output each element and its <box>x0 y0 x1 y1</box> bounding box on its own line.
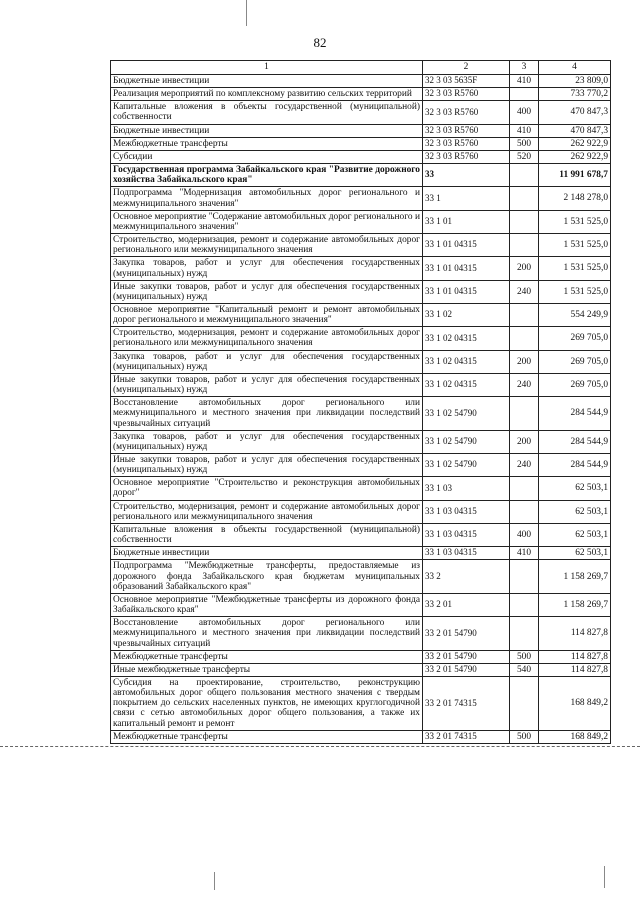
row-code: 32 3 03 5635F <box>423 75 510 88</box>
row-name: Межбюджетные трансферты <box>111 650 423 663</box>
row-expense-type <box>510 560 539 593</box>
row-code: 33 1 02 04315 <box>423 373 510 396</box>
row-name: Капитальные вложения в объекты государственной (муниципальной) собственности <box>111 523 423 546</box>
row-expense-type: 400 <box>510 101 539 124</box>
row-name: Закупка товаров, работ и услуг для обеспечения государственных (муниципальных) нужд <box>111 430 423 453</box>
row-amount: 470 847,3 <box>539 124 611 137</box>
table-row <box>111 101 611 124</box>
row-name: Иные закупки товаров, работ и услуг для обеспечения государственных (муниципальных) нужд <box>111 454 423 477</box>
row-name: Подпрограмма "Межбюджетные трансферты, предоставляемые из дорожного фонда Забайкальского края бюджетам муниципальных образований Забайкальского края" <box>111 560 423 593</box>
row-code: 33 1 03 04315 <box>423 523 510 546</box>
row-expense-type: 200 <box>510 430 539 453</box>
row-expense-type <box>510 676 539 730</box>
row-expense-type: 240 <box>510 373 539 396</box>
row-expense-type <box>510 187 539 210</box>
row-amount: 2 148 278,0 <box>539 187 611 210</box>
table-row <box>111 477 611 500</box>
row-expense-type: 240 <box>510 454 539 477</box>
row-expense-type <box>510 593 539 616</box>
table-row <box>111 350 611 373</box>
header-col-2: 2 <box>423 61 510 75</box>
table-row <box>111 547 611 560</box>
table-row <box>111 650 611 663</box>
row-code: 32 3 03 R5760 <box>423 124 510 137</box>
row-name: Иные закупки товаров, работ и услуг для обеспечения государственных (муниципальных) нужд <box>111 280 423 303</box>
row-expense-type: 240 <box>510 280 539 303</box>
row-code: 33 2 01 54790 <box>423 617 510 650</box>
row-code: 33 1 02 54790 <box>423 397 510 430</box>
row-amount: 114 827,8 <box>539 650 611 663</box>
table-row <box>111 327 611 350</box>
row-amount: 284 544,9 <box>539 397 611 430</box>
row-expense-type: 410 <box>510 124 539 137</box>
row-code: 33 1 01 04315 <box>423 257 510 280</box>
row-amount: 470 847,3 <box>539 101 611 124</box>
row-name: Строительство, модернизация, ремонт и содержание автомобильных дорог регионального или межмуниципального значения <box>111 327 423 350</box>
row-name: Основное мероприятие "Строительство и реконструкция автомобильных дорог" <box>111 477 423 500</box>
row-code: 33 <box>423 164 510 187</box>
row-expense-type: 200 <box>510 257 539 280</box>
row-amount: 269 705,0 <box>539 373 611 396</box>
row-name: Восстановление автомобильных дорог регионального или межмуниципального и местного значения при ликвидации последствий чрезвычайных ситуаций <box>111 617 423 650</box>
row-code: 33 1 03 04315 <box>423 547 510 560</box>
row-name: Основное мероприятие "Содержание автомобильных дорог регионального и межмуниципального значения" <box>111 210 423 233</box>
row-name: Иные закупки товаров, работ и услуг для обеспечения государственных (муниципальных) нужд <box>111 373 423 396</box>
row-expense-type <box>510 303 539 326</box>
row-expense-type <box>510 477 539 500</box>
row-expense-type <box>510 88 539 101</box>
row-name: Основное мероприятие "Капитальный ремонт и ремонт автомобильных дорог регионального и межмуниципального значения" <box>111 303 423 326</box>
row-code: 33 1 02 54790 <box>423 430 510 453</box>
row-name: Капитальные вложения в объекты государственной (муниципальной) собственности <box>111 101 423 124</box>
row-amount: 23 809,0 <box>539 75 611 88</box>
row-expense-type: 200 <box>510 350 539 373</box>
table-row <box>111 430 611 453</box>
row-code: 33 1 <box>423 187 510 210</box>
table-row <box>111 210 611 233</box>
row-code: 33 2 01 54790 <box>423 663 510 676</box>
row-amount: 1 531 525,0 <box>539 234 611 257</box>
row-code: 32 3 03 R5760 <box>423 150 510 163</box>
row-code: 33 2 <box>423 560 510 593</box>
row-amount: 262 922,9 <box>539 150 611 163</box>
row-name: Строительство, модернизация, ремонт и содержание автомобильных дорог регионального или межмуниципального значения <box>111 500 423 523</box>
row-code: 33 1 02 04315 <box>423 327 510 350</box>
row-code: 33 1 01 04315 <box>423 280 510 303</box>
table-row <box>111 257 611 280</box>
table-row <box>111 617 611 650</box>
row-name: Основное мероприятие "Межбюджетные трансферты из дорожного фонда Забайкальского края" <box>111 593 423 616</box>
row-amount: 168 849,2 <box>539 676 611 730</box>
row-name: Иные межбюджетные трансферты <box>111 663 423 676</box>
table-row <box>111 280 611 303</box>
row-name: Межбюджетные трансферты <box>111 137 423 150</box>
row-code: 33 1 02 54790 <box>423 454 510 477</box>
table-row <box>111 397 611 430</box>
table-row <box>111 730 611 743</box>
table-row <box>111 124 611 137</box>
row-amount: 114 827,8 <box>539 663 611 676</box>
table-row <box>111 88 611 101</box>
row-expense-type <box>510 327 539 350</box>
table-row <box>111 75 611 88</box>
row-code: 32 3 03 R5760 <box>423 88 510 101</box>
table-row <box>111 234 611 257</box>
row-expense-type <box>510 500 539 523</box>
row-name: Закупка товаров, работ и услуг для обеспечения государственных (муниципальных) нужд <box>111 350 423 373</box>
row-expense-type <box>510 397 539 430</box>
row-name: Межбюджетные трансферты <box>111 730 423 743</box>
row-name: Закупка товаров, работ и услуг для обеспечения государственных (муниципальных) нужд <box>111 257 423 280</box>
scan-mark-bottom-right <box>604 866 605 888</box>
row-expense-type <box>510 617 539 650</box>
row-expense-type: 500 <box>510 650 539 663</box>
header-col-1: 1 <box>111 61 423 75</box>
table-row <box>111 137 611 150</box>
row-amount: 62 503,1 <box>539 477 611 500</box>
row-amount: 1 531 525,0 <box>539 280 611 303</box>
row-amount: 269 705,0 <box>539 327 611 350</box>
scan-dashed-line <box>0 746 640 747</box>
table-row <box>111 663 611 676</box>
table-header-row <box>111 61 611 75</box>
row-amount: 284 544,9 <box>539 430 611 453</box>
row-expense-type: 400 <box>510 523 539 546</box>
row-expense-type: 410 <box>510 547 539 560</box>
row-name: Восстановление автомобильных дорог регионального или межмуниципального и местного значения при ликвидации последствий чрезвычайных ситуаций <box>111 397 423 430</box>
row-amount: 114 827,8 <box>539 617 611 650</box>
table-row <box>111 500 611 523</box>
table-row <box>111 676 611 730</box>
table-row <box>111 523 611 546</box>
table-body <box>111 75 611 744</box>
row-code: 33 2 01 <box>423 593 510 616</box>
row-name: Реализация мероприятий по комплексному развитию сельских территорий <box>111 88 423 101</box>
scan-mark-top <box>246 0 247 26</box>
row-code: 33 1 03 <box>423 477 510 500</box>
row-expense-type <box>510 164 539 187</box>
row-expense-type: 540 <box>510 663 539 676</box>
page-number: 82 <box>313 35 327 50</box>
row-amount: 168 849,2 <box>539 730 611 743</box>
row-amount: 1 158 269,7 <box>539 593 611 616</box>
row-amount: 62 503,1 <box>539 523 611 546</box>
row-expense-type: 500 <box>510 137 539 150</box>
row-expense-type <box>510 210 539 233</box>
row-code: 33 2 01 74315 <box>423 730 510 743</box>
row-amount: 62 503,1 <box>539 547 611 560</box>
table-row <box>111 454 611 477</box>
row-name: Бюджетные инвестиции <box>111 75 423 88</box>
row-amount: 733 770,2 <box>539 88 611 101</box>
row-code: 33 1 02 <box>423 303 510 326</box>
row-code: 32 3 03 R5760 <box>423 137 510 150</box>
row-name: Бюджетные инвестиции <box>111 547 423 560</box>
row-expense-type: 500 <box>510 730 539 743</box>
row-name: Субсидии <box>111 150 423 163</box>
table-row <box>111 150 611 163</box>
row-name: Субсидия на проектирование, строительство, реконструкцию автомобильных дорог общего пользования местного значения с твердым покрытием до сельских населенных пунктов, не имеющих круглогодичной связи с сетью автомобильных дорог общего пользования, а также их капитальный ремонт и ремонт <box>111 676 423 730</box>
row-amount: 62 503,1 <box>539 500 611 523</box>
row-expense-type: 410 <box>510 75 539 88</box>
table-row <box>111 187 611 210</box>
row-name: Строительство, модернизация, ремонт и содержание автомобильных дорог регионального или межмуниципального значения <box>111 234 423 257</box>
row-code: 33 1 01 04315 <box>423 234 510 257</box>
row-amount: 269 705,0 <box>539 350 611 373</box>
header-col-3: 3 <box>510 61 539 75</box>
row-code: 33 1 02 04315 <box>423 350 510 373</box>
header-col-4: 4 <box>539 61 611 75</box>
row-code: 33 2 01 74315 <box>423 676 510 730</box>
table-row <box>111 164 611 187</box>
table-row <box>111 373 611 396</box>
row-name: Бюджетные инвестиции <box>111 124 423 137</box>
scan-mark-bottom-left <box>214 872 215 890</box>
table-row <box>111 593 611 616</box>
row-amount: 1 158 269,7 <box>539 560 611 593</box>
row-amount: 1 531 525,0 <box>539 210 611 233</box>
row-name: Государственная программа Забайкальского края "Развитие дорожного хозяйства Забайкальского края" <box>111 164 423 187</box>
table-row <box>111 303 611 326</box>
table-row <box>111 560 611 593</box>
row-amount: 1 531 525,0 <box>539 257 611 280</box>
row-amount: 554 249,9 <box>539 303 611 326</box>
row-name: Подпрограмма "Модернизация автомобильных дорог регионального и межмуниципального значения" <box>111 187 423 210</box>
row-expense-type <box>510 234 539 257</box>
row-amount: 284 544,9 <box>539 454 611 477</box>
row-code: 33 1 03 04315 <box>423 500 510 523</box>
row-code: 33 2 01 54790 <box>423 650 510 663</box>
row-code: 33 1 01 <box>423 210 510 233</box>
row-amount: 262 922,9 <box>539 137 611 150</box>
row-code: 32 3 03 R5760 <box>423 101 510 124</box>
row-expense-type: 520 <box>510 150 539 163</box>
row-amount: 11 991 678,7 <box>539 164 611 187</box>
budget-table <box>110 60 611 744</box>
